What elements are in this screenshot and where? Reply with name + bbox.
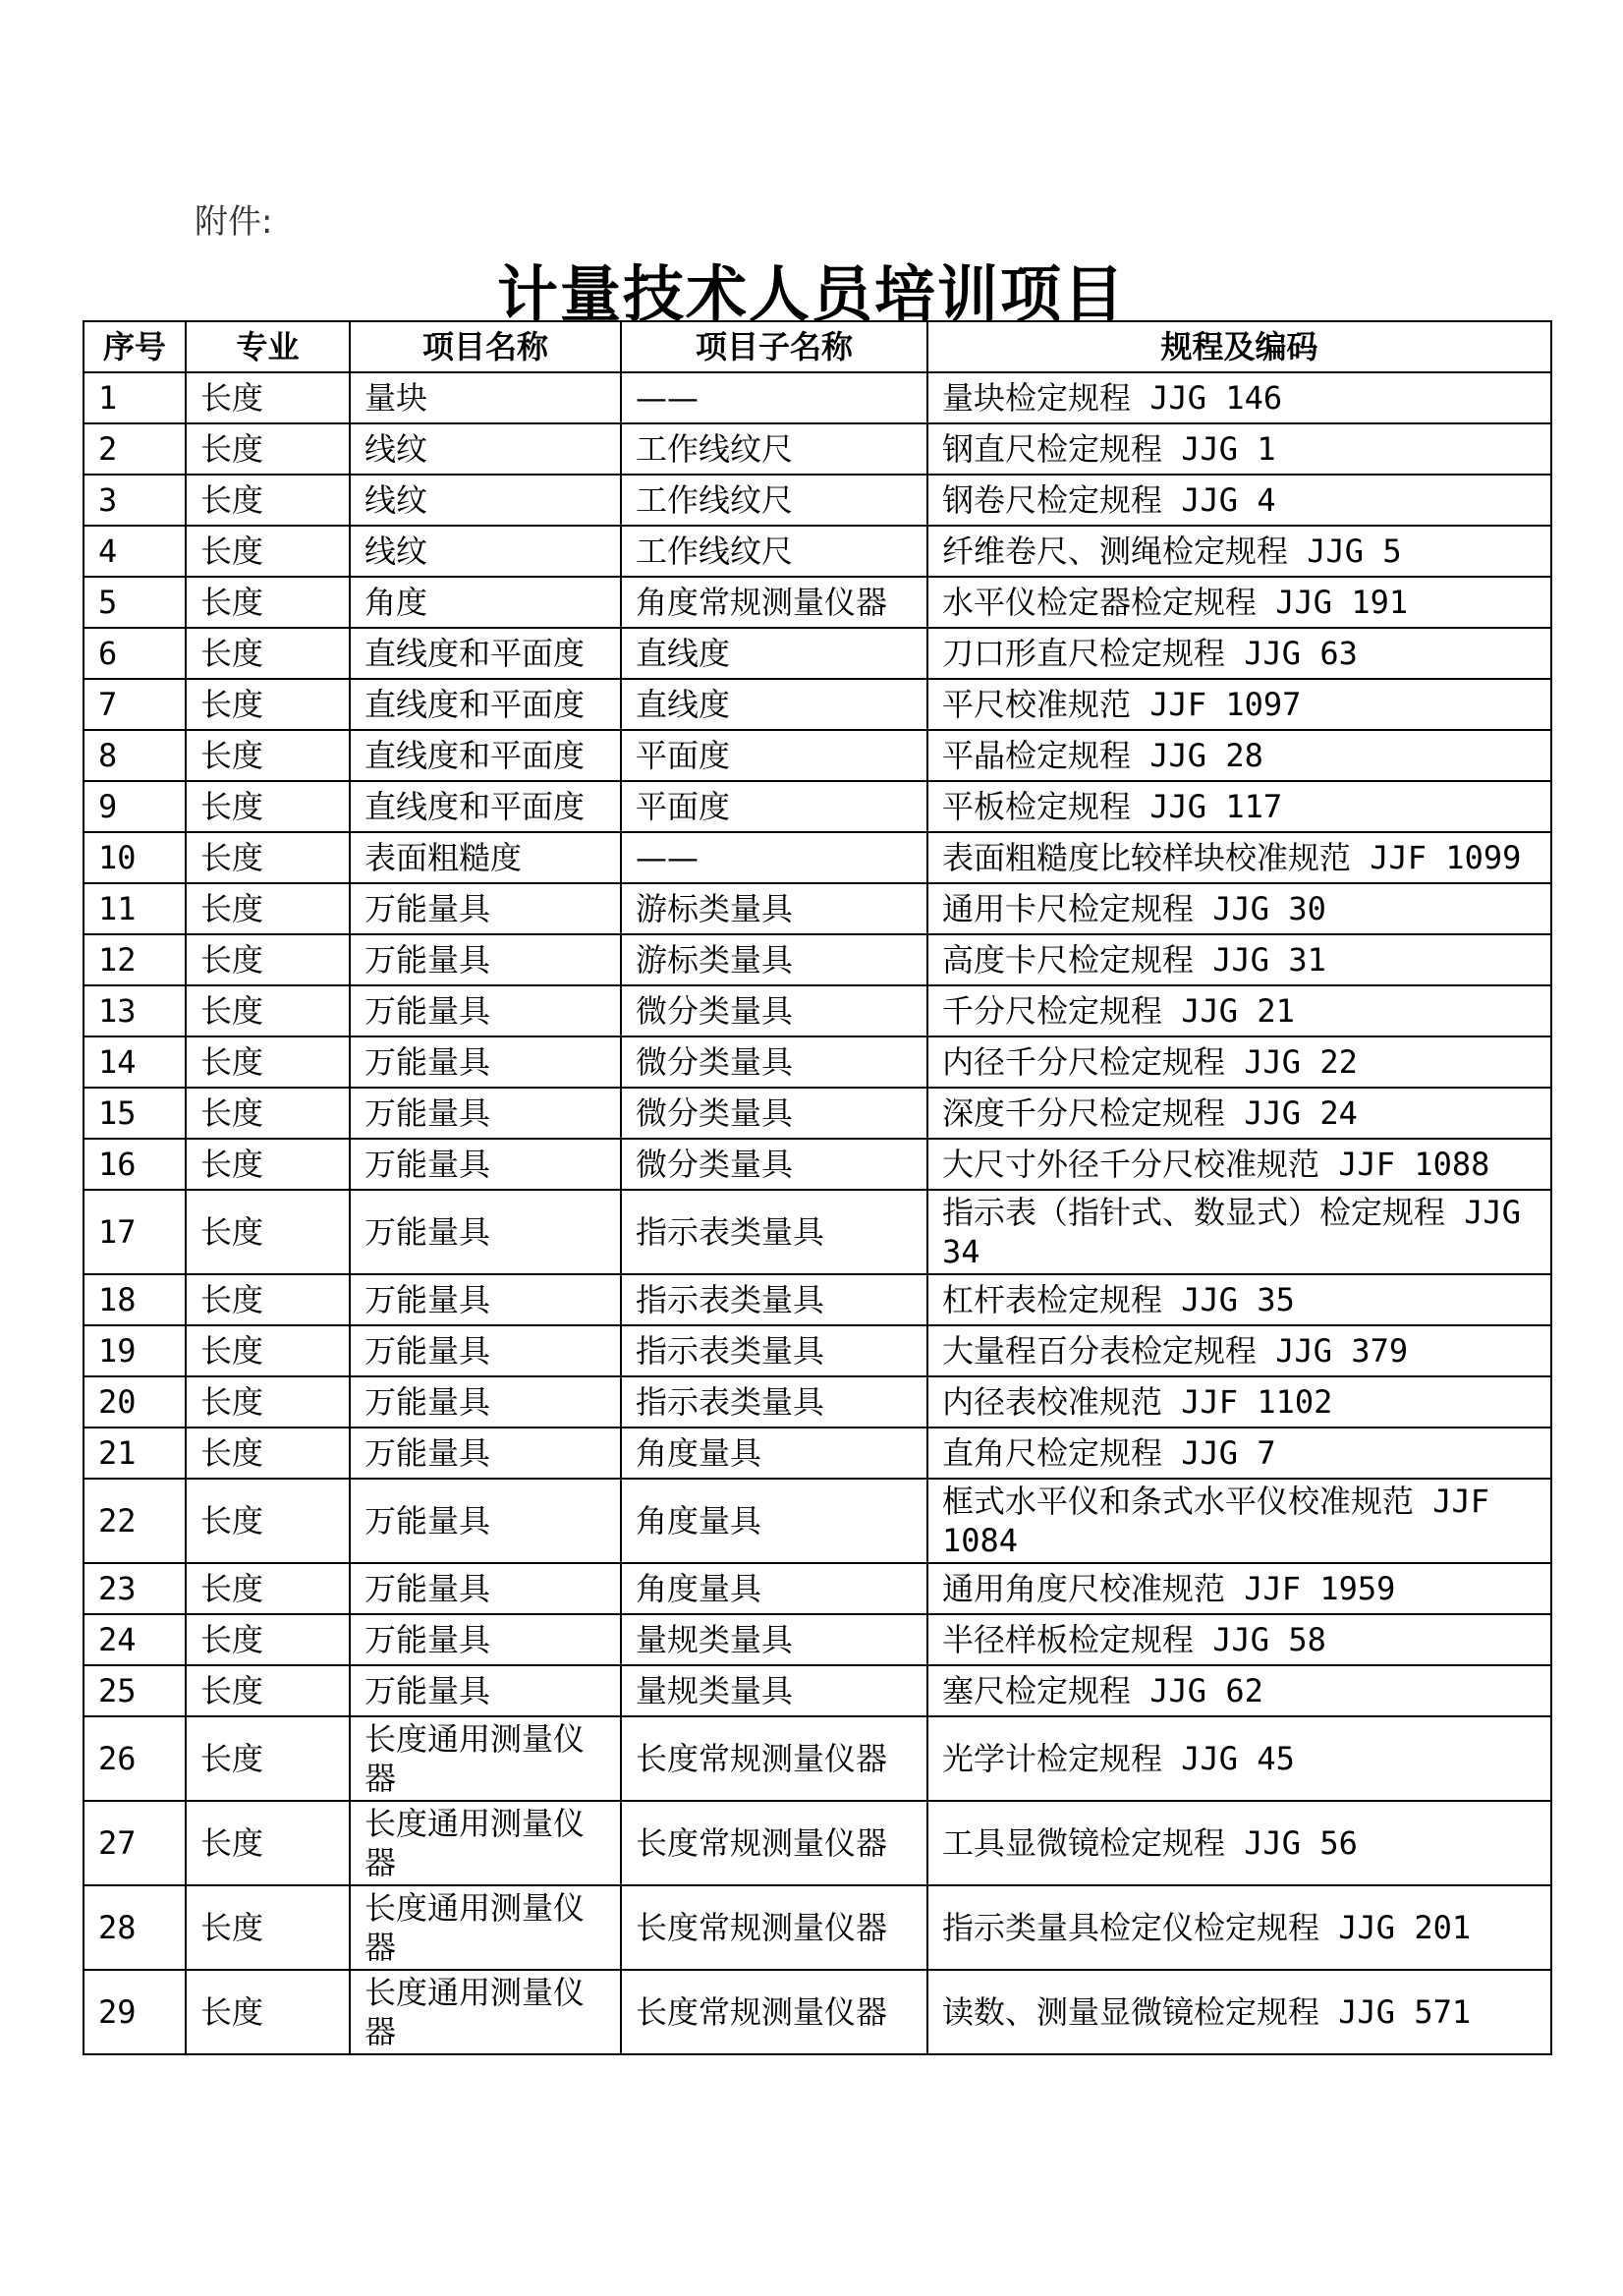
- cell-seq: 12: [84, 934, 186, 985]
- cell-sub-item-name: ——: [621, 372, 927, 423]
- cell-item-name: 万能量具: [350, 1190, 621, 1274]
- cell-standard-code: 纤维卷尺、测绳检定规程 JJG 5: [927, 526, 1551, 577]
- table-row: [84, 832, 1551, 883]
- cell-seq: 17: [84, 1190, 186, 1274]
- table-row: [84, 679, 1551, 730]
- cell-seq: 4: [84, 526, 186, 577]
- table-row: [84, 985, 1551, 1036]
- table-row: [84, 628, 1551, 679]
- cell-major: 长度: [186, 475, 350, 526]
- cell-major: 长度: [186, 1190, 350, 1274]
- header-item-name: 项目名称: [350, 321, 621, 372]
- cell-seq: 1: [84, 372, 186, 423]
- table-row: [84, 1970, 1551, 2054]
- cell-standard-code: 平尺校准规范 JJF 1097: [927, 679, 1551, 730]
- header-major: 专业: [186, 321, 350, 372]
- table-row: [84, 475, 1551, 526]
- cell-standard-code: 指示表（指针式、数显式）检定规程 JJG 34: [927, 1190, 1551, 1274]
- cell-major: 长度: [186, 1139, 350, 1190]
- cell-major: 长度: [186, 1563, 350, 1614]
- cell-standard-code: 平板检定规程 JJG 117: [927, 781, 1551, 832]
- cell-sub-item-name: 角度量具: [621, 1428, 927, 1479]
- cell-sub-item-name: 长度常规测量仪器: [621, 1970, 927, 2054]
- cell-seq: 22: [84, 1479, 186, 1563]
- cell-seq: 11: [84, 883, 186, 934]
- cell-standard-code: 内径表校准规范 JJF 1102: [927, 1376, 1551, 1428]
- cell-seq: 18: [84, 1274, 186, 1325]
- cell-standard-code: 指示类量具检定仪检定规程 JJG 201: [927, 1885, 1551, 1970]
- cell-seq: 10: [84, 832, 186, 883]
- cell-seq: 24: [84, 1614, 186, 1665]
- cell-sub-item-name: 量规类量具: [621, 1614, 927, 1665]
- cell-item-name: 长度通用测量仪器: [350, 1885, 621, 1970]
- cell-seq: 19: [84, 1325, 186, 1376]
- table-row: [84, 1665, 1551, 1716]
- table-row: [84, 781, 1551, 832]
- cell-seq: 6: [84, 628, 186, 679]
- cell-major: 长度: [186, 1088, 350, 1139]
- table-row: [84, 1036, 1551, 1088]
- cell-sub-item-name: 指示表类量具: [621, 1376, 927, 1428]
- cell-seq: 3: [84, 475, 186, 526]
- cell-item-name: 万能量具: [350, 1088, 621, 1139]
- cell-item-name: 量块: [350, 372, 621, 423]
- cell-standard-code: 框式水平仪和条式水平仪校准规范 JJF 1084: [927, 1479, 1551, 1563]
- table-row: [84, 1376, 1551, 1428]
- cell-major: 长度: [186, 934, 350, 985]
- cell-item-name: 万能量具: [350, 1479, 621, 1563]
- cell-item-name: 表面粗糙度: [350, 832, 621, 883]
- cell-major: 长度: [186, 781, 350, 832]
- cell-sub-item-name: 工作线纹尺: [621, 423, 927, 475]
- cell-item-name: 万能量具: [350, 1614, 621, 1665]
- table-row: [84, 372, 1551, 423]
- cell-standard-code: 钢直尺检定规程 JJG 1: [927, 423, 1551, 475]
- cell-sub-item-name: 长度常规测量仪器: [621, 1801, 927, 1885]
- cell-seq: 2: [84, 423, 186, 475]
- cell-seq: 13: [84, 985, 186, 1036]
- table-row: [84, 577, 1551, 628]
- cell-standard-code: 大量程百分表检定规程 JJG 379: [927, 1325, 1551, 1376]
- cell-item-name: 万能量具: [350, 1376, 621, 1428]
- cell-standard-code: 高度卡尺检定规程 JJG 31: [927, 934, 1551, 985]
- cell-seq: 9: [84, 781, 186, 832]
- cell-major: 长度: [186, 628, 350, 679]
- cell-sub-item-name: 角度量具: [621, 1563, 927, 1614]
- cell-major: 长度: [186, 1885, 350, 1970]
- cell-standard-code: 千分尺检定规程 JJG 21: [927, 985, 1551, 1036]
- cell-major: 长度: [186, 372, 350, 423]
- cell-item-name: 长度通用测量仪器: [350, 1801, 621, 1885]
- cell-seq: 26: [84, 1716, 186, 1801]
- cell-item-name: 万能量具: [350, 1563, 621, 1614]
- cell-standard-code: 读数、测量显微镜检定规程 JJG 571: [927, 1970, 1551, 2054]
- cell-seq: 15: [84, 1088, 186, 1139]
- cell-item-name: 角度: [350, 577, 621, 628]
- cell-major: 长度: [186, 1614, 350, 1665]
- cell-major: 长度: [186, 1428, 350, 1479]
- table-row: [84, 934, 1551, 985]
- cell-sub-item-name: 指示表类量具: [621, 1325, 927, 1376]
- cell-major: 长度: [186, 1376, 350, 1428]
- cell-sub-item-name: 直线度: [621, 679, 927, 730]
- table-row: [84, 526, 1551, 577]
- table-row: [84, 1274, 1551, 1325]
- cell-major: 长度: [186, 1325, 350, 1376]
- cell-major: 长度: [186, 423, 350, 475]
- table-row: [84, 1428, 1551, 1479]
- cell-standard-code: 半径样板检定规程 JJG 58: [927, 1614, 1551, 1665]
- cell-item-name: 万能量具: [350, 934, 621, 985]
- table-row: [84, 1139, 1551, 1190]
- cell-seq: 21: [84, 1428, 186, 1479]
- cell-standard-code: 大尺寸外径千分尺校准规范 JJF 1088: [927, 1139, 1551, 1190]
- table-row: [84, 1325, 1551, 1376]
- cell-standard-code: 杠杆表检定规程 JJG 35: [927, 1274, 1551, 1325]
- cell-standard-code: 光学计检定规程 JJG 45: [927, 1716, 1551, 1801]
- cell-sub-item-name: 长度常规测量仪器: [621, 1716, 927, 1801]
- cell-major: 长度: [186, 832, 350, 883]
- table-row: [84, 1614, 1551, 1665]
- cell-sub-item-name: 微分类量具: [621, 1139, 927, 1190]
- cell-standard-code: 通用卡尺检定规程 JJG 30: [927, 883, 1551, 934]
- table-row: [84, 423, 1551, 475]
- cell-seq: 8: [84, 730, 186, 781]
- cell-seq: 16: [84, 1139, 186, 1190]
- cell-item-name: 万能量具: [350, 1428, 621, 1479]
- cell-item-name: 直线度和平面度: [350, 679, 621, 730]
- header-standard-code: 规程及编码: [927, 321, 1551, 372]
- cell-item-name: 线纹: [350, 423, 621, 475]
- cell-major: 长度: [186, 1801, 350, 1885]
- cell-item-name: 长度通用测量仪器: [350, 1716, 621, 1801]
- cell-sub-item-name: 平面度: [621, 730, 927, 781]
- cell-sub-item-name: 工作线纹尺: [621, 475, 927, 526]
- cell-sub-item-name: 工作线纹尺: [621, 526, 927, 577]
- cell-sub-item-name: 指示表类量具: [621, 1274, 927, 1325]
- cell-sub-item-name: 指示表类量具: [621, 1190, 927, 1274]
- cell-seq: 23: [84, 1563, 186, 1614]
- table-row: [84, 1479, 1551, 1563]
- training-items-table: [83, 320, 1552, 2055]
- table-row: [84, 730, 1551, 781]
- table-row: [84, 1088, 1551, 1139]
- cell-standard-code: 钢卷尺检定规程 JJG 4: [927, 475, 1551, 526]
- cell-item-name: 长度通用测量仪器: [350, 1970, 621, 2054]
- document-title: 计量技术人员培训项目: [496, 258, 1126, 330]
- cell-standard-code: 深度千分尺检定规程 JJG 24: [927, 1088, 1551, 1139]
- table-row: [84, 1190, 1551, 1274]
- cell-seq: 28: [84, 1885, 186, 1970]
- table-row: [84, 883, 1551, 934]
- cell-sub-item-name: 微分类量具: [621, 1088, 927, 1139]
- cell-standard-code: 水平仪检定器检定规程 JJG 191: [927, 577, 1551, 628]
- cell-item-name: 万能量具: [350, 1139, 621, 1190]
- cell-item-name: 直线度和平面度: [350, 781, 621, 832]
- cell-item-name: 线纹: [350, 475, 621, 526]
- table-row: [84, 1885, 1551, 1970]
- cell-standard-code: 塞尺检定规程 JJG 62: [927, 1665, 1551, 1716]
- cell-standard-code: 刀口形直尺检定规程 JJG 63: [927, 628, 1551, 679]
- cell-item-name: 万能量具: [350, 985, 621, 1036]
- header-sub-item-name: 项目子名称: [621, 321, 927, 372]
- cell-item-name: 线纹: [350, 526, 621, 577]
- cell-major: 长度: [186, 883, 350, 934]
- cell-item-name: 直线度和平面度: [350, 628, 621, 679]
- header-seq: 序号: [84, 321, 186, 372]
- table-row: [84, 1716, 1551, 1801]
- cell-seq: 14: [84, 1036, 186, 1088]
- table-body: [84, 372, 1551, 2054]
- cell-seq: 29: [84, 1970, 186, 2054]
- cell-seq: 20: [84, 1376, 186, 1428]
- cell-sub-item-name: 微分类量具: [621, 985, 927, 1036]
- cell-standard-code: 直角尺检定规程 JJG 7: [927, 1428, 1551, 1479]
- cell-sub-item-name: 游标类量具: [621, 883, 927, 934]
- cell-sub-item-name: 平面度: [621, 781, 927, 832]
- cell-sub-item-name: 长度常规测量仪器: [621, 1885, 927, 1970]
- cell-major: 长度: [186, 577, 350, 628]
- cell-major: 长度: [186, 1716, 350, 1801]
- cell-major: 长度: [186, 1970, 350, 2054]
- cell-seq: 25: [84, 1665, 186, 1716]
- cell-standard-code: 表面粗糙度比较样块校准规范 JJF 1099: [927, 832, 1551, 883]
- cell-seq: 5: [84, 577, 186, 628]
- cell-item-name: 万能量具: [350, 1665, 621, 1716]
- cell-standard-code: 通用角度尺校准规范 JJF 1959: [927, 1563, 1551, 1614]
- cell-sub-item-name: 直线度: [621, 628, 927, 679]
- cell-sub-item-name: 量规类量具: [621, 1665, 927, 1716]
- cell-major: 长度: [186, 730, 350, 781]
- cell-major: 长度: [186, 1036, 350, 1088]
- cell-item-name: 万能量具: [350, 883, 621, 934]
- cell-major: 长度: [186, 1274, 350, 1325]
- table-header-row: [84, 321, 1551, 372]
- cell-major: 长度: [186, 679, 350, 730]
- cell-major: 长度: [186, 1479, 350, 1563]
- cell-seq: 27: [84, 1801, 186, 1885]
- cell-sub-item-name: ——: [621, 832, 927, 883]
- table-row: [84, 1801, 1551, 1885]
- cell-sub-item-name: 角度常规测量仪器: [621, 577, 927, 628]
- cell-standard-code: 内径千分尺检定规程 JJG 22: [927, 1036, 1551, 1088]
- cell-major: 长度: [186, 526, 350, 577]
- cell-major: 长度: [186, 1665, 350, 1716]
- cell-item-name: 万能量具: [350, 1036, 621, 1088]
- cell-item-name: 万能量具: [350, 1325, 621, 1376]
- cell-seq: 7: [84, 679, 186, 730]
- cell-standard-code: 平晶检定规程 JJG 28: [927, 730, 1551, 781]
- cell-item-name: 直线度和平面度: [350, 730, 621, 781]
- cell-item-name: 万能量具: [350, 1274, 621, 1325]
- cell-sub-item-name: 角度量具: [621, 1479, 927, 1563]
- cell-standard-code: 量块检定规程 JJG 146: [927, 372, 1551, 423]
- table-row: [84, 1563, 1551, 1614]
- cell-major: 长度: [186, 985, 350, 1036]
- cell-standard-code: 工具显微镜检定规程 JJG 56: [927, 1801, 1551, 1885]
- attachment-label: 附件:: [195, 202, 273, 242]
- cell-sub-item-name: 游标类量具: [621, 934, 927, 985]
- cell-sub-item-name: 微分类量具: [621, 1036, 927, 1088]
